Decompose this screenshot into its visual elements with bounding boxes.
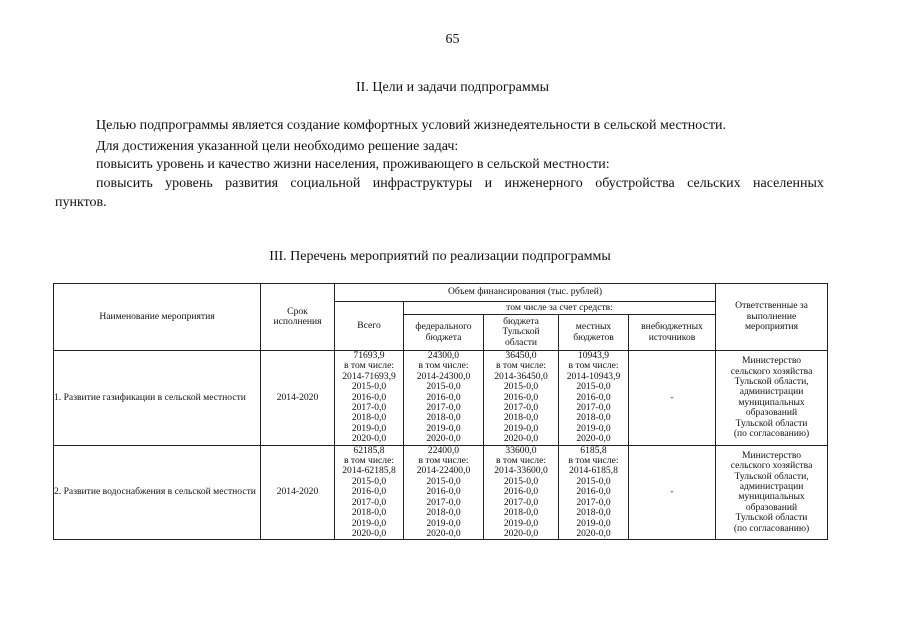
funding-regional-line: 2020-0,0 xyxy=(503,433,539,445)
funding-federal-line: 2017-0,0 xyxy=(426,402,461,414)
funding-total-line: 2015-0,0 xyxy=(351,475,387,487)
funding-federal-line: 22400,0 xyxy=(427,444,460,456)
task-2-word: повысить xyxy=(96,176,153,191)
funding-total xyxy=(335,445,404,540)
funding-federal-line: 2016-0,0 xyxy=(426,486,461,498)
responsible-line: Министерство xyxy=(741,449,802,461)
funding-regional-line: 2018-0,0 xyxy=(503,412,539,424)
funding-total-line: 71693,9 xyxy=(353,350,385,361)
funding-federal xyxy=(404,445,484,540)
header-term: Срок исполнения xyxy=(261,284,335,351)
funding-regional-line: 33600,0 xyxy=(505,444,537,456)
funding-total-line: в том числе: xyxy=(343,455,394,467)
funding-regional-line: в том числе: xyxy=(495,360,546,372)
funding-regional-line: 2018-0,0 xyxy=(503,507,539,519)
header-name: Наименование мероприятия xyxy=(54,284,261,351)
funding-federal-line: 2020-0,0 xyxy=(426,433,461,445)
funding-federal-line: 2019-0,0 xyxy=(426,422,461,434)
funding-local-line: 2014-6185,8 xyxy=(569,465,618,477)
funding-offbudget: - xyxy=(629,351,716,446)
task-2-word: и xyxy=(484,176,493,191)
activity-name: 2. Развитие водоснабжения в сельской местности xyxy=(54,445,261,540)
funding-local-line: 2016-0,0 xyxy=(576,486,611,498)
responsible-line: администрации xyxy=(739,386,804,398)
tasks-intro: Для достижения указанной цели необходимо решение задач: xyxy=(96,139,459,154)
funding-local-line: 2018-0,0 xyxy=(576,507,611,519)
funding-local-line: 2016-0,0 xyxy=(576,391,611,403)
funding-federal-line: 2018-0,0 xyxy=(426,507,461,519)
activities-table xyxy=(53,283,828,540)
page-number: 65 xyxy=(445,32,460,47)
responsible-line: (по согласованию) xyxy=(733,428,810,440)
task-1: повысить уровень и качество жизни населения, проживающего в сельской местности: xyxy=(96,157,610,172)
header-federal: федерального бюджета xyxy=(404,315,484,351)
funding-federal-line: 2017-0,0 xyxy=(426,496,461,508)
responsible-line: муниципальных xyxy=(738,491,805,503)
funding-total-line: 2015-0,0 xyxy=(351,381,387,393)
funding-regional-line: 2016-0,0 xyxy=(503,486,539,498)
activity-term: 2014-2020 xyxy=(261,445,335,540)
responsible-line: образований xyxy=(745,501,798,513)
responsible-line: Тульской области xyxy=(735,417,808,429)
funding-federal-line: в том числе: xyxy=(418,455,469,467)
responsible-line: Тульской области, xyxy=(734,376,809,388)
funding-total-line: 62185,8 xyxy=(353,444,385,456)
funding-total-line: 2017-0,0 xyxy=(351,402,387,414)
funding-local-line: 2015-0,0 xyxy=(576,381,611,393)
funding-regional-line: 2014-33600,0 xyxy=(494,465,548,477)
funding-total-line: 2019-0,0 xyxy=(351,422,387,434)
funding-local-line: 2019-0,0 xyxy=(576,517,611,529)
funding-federal-line: 2015-0,0 xyxy=(426,381,461,393)
funding-local xyxy=(559,445,629,540)
responsible-line: Тульской области xyxy=(735,512,808,524)
header-offbudget: внебюджетных источников xyxy=(629,315,716,351)
funding-local-line: 2017-0,0 xyxy=(576,402,611,414)
funding-local-line: 2019-0,0 xyxy=(576,422,611,434)
funding-total-line: 2016-0,0 xyxy=(351,486,387,498)
funding-regional-line: 2015-0,0 xyxy=(503,381,539,393)
funding-regional-line: в том числе: xyxy=(495,455,546,467)
funding-regional xyxy=(484,351,559,446)
responsible-line: администрации xyxy=(739,481,804,493)
funding-total-line: 2019-0,0 xyxy=(351,517,387,529)
funding-federal-line: 2018-0,0 xyxy=(426,412,461,424)
funding-local xyxy=(559,351,629,446)
funding-federal-line: 2015-0,0 xyxy=(426,475,461,487)
funding-federal-line: 2014-24300,0 xyxy=(416,370,471,382)
funding-local-line: в том числе: xyxy=(568,360,619,372)
responsible-line: сельского хозяйства xyxy=(730,365,813,377)
funding-local-line: 6185,8 xyxy=(580,444,607,456)
header-funding: Объем финансирования (тыс. рублей) xyxy=(335,284,716,302)
funding-total-line: 2018-0,0 xyxy=(351,507,387,519)
funding-local-line: 2020-0,0 xyxy=(576,433,611,445)
funding-federal-line: 24300,0 xyxy=(427,350,460,361)
funding-regional xyxy=(484,445,559,540)
responsible-line: образований xyxy=(745,407,798,419)
task-2-word: обустройства xyxy=(595,176,675,191)
funding-total-line: 2016-0,0 xyxy=(351,391,387,403)
responsible-line: (по согласованию) xyxy=(733,522,810,534)
task-2-word: уровень xyxy=(165,176,213,191)
goal-paragraph: Целью подпрограммы является создание комфортных условий жизнедеятельности в сельской местности. xyxy=(96,118,726,133)
funding-regional-line: 2019-0,0 xyxy=(503,517,539,529)
funding-federal xyxy=(404,351,484,446)
funding-local-line: 10943,9 xyxy=(577,350,610,361)
responsible xyxy=(716,351,828,446)
funding-total-line: 2018-0,0 xyxy=(351,412,387,424)
header-total: Всего xyxy=(335,302,404,351)
funding-regional-line: 36450,0 xyxy=(505,350,537,361)
funding-federal-line: в том числе: xyxy=(418,360,469,372)
task-2-word: развития xyxy=(225,176,279,191)
responsible-line: Министерство xyxy=(741,355,802,367)
header-responsible: Ответственные за выполнение мероприятия xyxy=(716,284,828,351)
funding-regional-line: 2016-0,0 xyxy=(503,391,539,403)
funding-local-line: 2014-10943,9 xyxy=(566,370,621,382)
funding-total-line: 2014-62185,8 xyxy=(342,465,396,477)
section-2-title: II. Цели и задачи подпрограммы xyxy=(356,80,549,95)
funding-federal-line: 2016-0,0 xyxy=(426,391,461,403)
section-3-title: III. Перечень мероприятий по реализации подпрограммы xyxy=(269,249,611,264)
funding-total xyxy=(335,351,404,446)
header-local: местных бюджетов xyxy=(559,315,629,351)
header-regional: бюджета Тульской области xyxy=(484,315,559,351)
header-including: том числе за счет средств: xyxy=(404,302,716,315)
activity-name: 1. Развитие газификации в сельской местности xyxy=(54,351,261,446)
funding-regional-line: 2017-0,0 xyxy=(503,496,539,508)
funding-regional-line: 2014-36450,0 xyxy=(494,370,548,382)
funding-total-line: 2020-0,0 xyxy=(351,527,387,539)
task-2-word: инженерного xyxy=(504,176,583,191)
task-2-word: социальной xyxy=(290,176,361,191)
funding-offbudget: - xyxy=(629,445,716,540)
funding-regional-line: 2017-0,0 xyxy=(503,402,539,414)
funding-total-line: в том числе: xyxy=(343,360,394,372)
responsible-line: сельского хозяйства xyxy=(730,460,813,472)
funding-federal-line: 2014-22400,0 xyxy=(416,465,471,477)
table-row xyxy=(54,445,828,540)
funding-total-line: 2017-0,0 xyxy=(351,496,387,508)
funding-federal-line: 2020-0,0 xyxy=(426,527,461,539)
responsible xyxy=(716,445,828,540)
task-2-end: пунктов. xyxy=(55,195,107,210)
funding-total-line: 2020-0,0 xyxy=(351,433,387,445)
funding-local-line: 2017-0,0 xyxy=(576,496,611,508)
funding-local-line: 2015-0,0 xyxy=(576,475,611,487)
activity-term: 2014-2020 xyxy=(261,351,335,446)
funding-federal-line: 2019-0,0 xyxy=(426,517,461,529)
task-2-word: сельских xyxy=(687,176,741,191)
task-2-word: населенных xyxy=(753,176,824,191)
task-2-word: инфраструктуры xyxy=(372,176,473,191)
funding-regional-line: 2020-0,0 xyxy=(503,527,539,539)
funding-local-line: в том числе: xyxy=(568,455,619,467)
funding-local-line: 2020-0,0 xyxy=(576,527,611,539)
task-2 xyxy=(96,176,824,192)
funding-regional-line: 2015-0,0 xyxy=(503,475,539,487)
funding-local-line: 2018-0,0 xyxy=(576,412,611,424)
funding-total-line: 2014-71693,9 xyxy=(342,370,396,382)
table-row xyxy=(54,351,828,446)
funding-regional-line: 2019-0,0 xyxy=(503,422,539,434)
responsible-line: муниципальных xyxy=(738,396,805,408)
responsible-line: Тульской области, xyxy=(734,470,809,482)
